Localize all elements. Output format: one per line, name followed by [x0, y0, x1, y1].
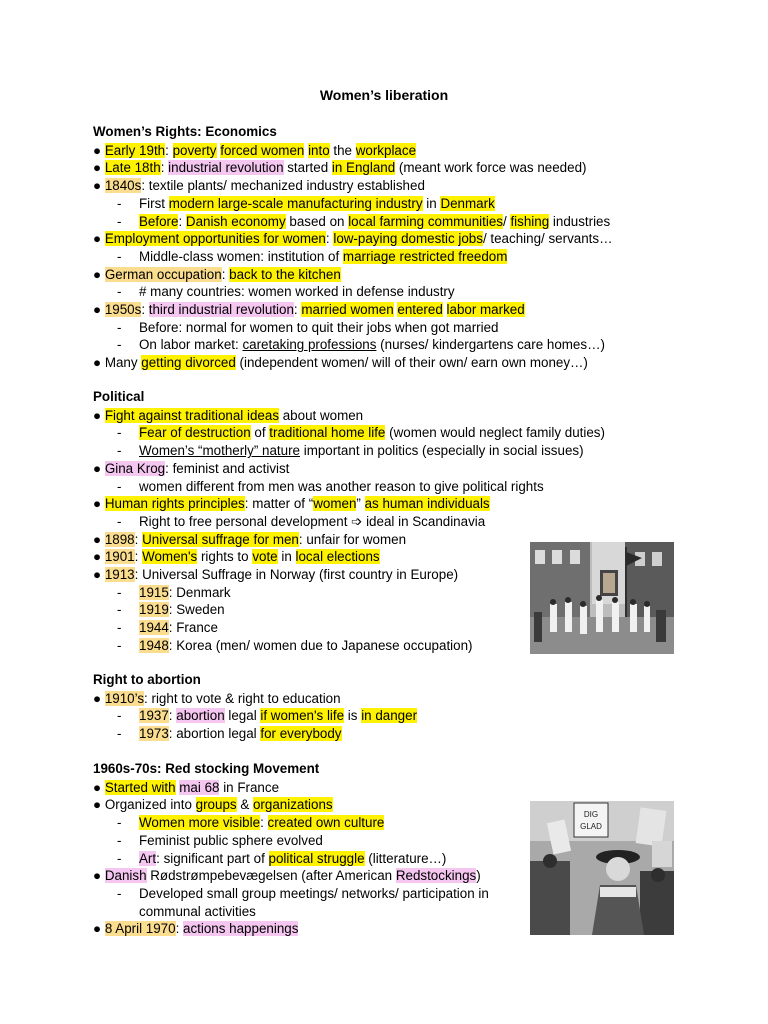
bullet-marker: ●	[93, 231, 102, 247]
highlighted-text: in England	[331, 160, 396, 176]
plain-text	[443, 302, 447, 317]
highlighted-text: groups	[195, 797, 237, 813]
highlighted-text: Fear of destruction	[139, 425, 251, 441]
highlighted-text: Denmark	[440, 195, 495, 211]
bullet-marker: ●	[93, 779, 102, 795]
plain-text: Many	[101, 355, 142, 371]
underlined-text: Women’s “motherly” nature	[139, 443, 300, 459]
sub-list-item	[117, 478, 544, 496]
plain-text: :	[141, 302, 149, 317]
highlighted-text: created own culture	[267, 815, 385, 831]
highlighted-text: low-paying domestic jobs	[333, 231, 483, 247]
bullet-marker: ●	[93, 921, 102, 937]
bullet-list-item	[93, 690, 341, 708]
dash-marker: -	[117, 213, 122, 229]
bullet-marker: ●	[93, 460, 102, 476]
plain-text: based on	[285, 213, 349, 229]
highlighted-text: married women	[301, 302, 394, 317]
dash-marker: -	[117, 478, 122, 494]
highlighted-text: 1913	[104, 567, 135, 582]
plain-text: First	[139, 195, 169, 211]
highlighted-text: entered	[397, 302, 443, 317]
bullet-list-item	[93, 548, 380, 566]
plain-text: )	[476, 868, 481, 884]
plain-text: On labor market:	[139, 337, 243, 353]
highlighted-text: abortion	[176, 708, 225, 724]
plain-text: :	[168, 708, 177, 724]
plain-text: :	[134, 549, 143, 565]
section-heading: Right to abortion	[93, 672, 201, 687]
bullet-marker: ●	[93, 160, 102, 176]
dash-marker: -	[117, 726, 122, 742]
highlighted-text: women	[313, 496, 357, 512]
bullet-marker: ●	[93, 690, 102, 706]
highlighted-text: for everybody	[260, 726, 342, 742]
highlighted-text: as human individuals	[364, 496, 490, 512]
bullet-list-item	[93, 779, 279, 797]
highlighted-text: political struggle	[268, 850, 365, 866]
bullet-list-item	[93, 407, 363, 425]
highlighted-text: Before	[139, 213, 179, 229]
sub-list-item	[117, 725, 342, 743]
dash-marker: -	[117, 832, 122, 848]
plain-text: : abortion legal	[168, 726, 261, 742]
plain-text: :	[175, 921, 184, 937]
highlighted-text: getting divorced	[141, 355, 236, 371]
bullet-marker: ●	[93, 567, 102, 582]
plain-text: Feminist public sphere evolved	[139, 832, 323, 848]
bullet-list-item	[93, 230, 612, 248]
plain-text: Developed small group meetings/ networks/ participation in	[139, 885, 489, 901]
plain-text: legal	[224, 708, 261, 724]
plain-text: in France	[219, 779, 280, 795]
bullet-list-item	[93, 266, 341, 284]
plain-text: started	[283, 160, 332, 176]
sub-list-item	[117, 619, 218, 637]
bullet-marker: ●	[93, 531, 102, 547]
bullet-list-item	[93, 354, 588, 372]
plain-text: : feminist and activist	[165, 460, 290, 476]
dash-marker: -	[117, 602, 122, 618]
highlighted-text: actions happenings	[183, 921, 299, 937]
dash-marker: -	[117, 248, 122, 264]
protest-sign-text-2: GLAD	[580, 822, 602, 831]
highlighted-text: local elections	[295, 549, 380, 565]
bullet-list-item	[93, 495, 490, 513]
sub-list-item	[117, 248, 507, 266]
bullet-list-item	[93, 301, 525, 319]
plain-text: industries	[549, 213, 611, 229]
highlighted-text: labor marked	[446, 302, 525, 317]
suffrage-march-photo	[530, 542, 674, 654]
plain-text: women different from men was another reason to give political rights	[139, 478, 544, 494]
bullet-list-item	[93, 796, 333, 814]
dash-marker: -	[117, 443, 122, 459]
sub-list-item	[117, 814, 384, 832]
plain-text: : France	[168, 620, 218, 636]
highlighted-text: vote	[252, 549, 278, 565]
bullet-marker: ●	[93, 549, 102, 565]
dash-marker: -	[117, 425, 122, 441]
highlighted-text: Art	[139, 850, 157, 866]
highlighted-text: Redstockings	[395, 868, 477, 884]
bullet-marker: ●	[93, 178, 102, 194]
highlighted-text: 1919	[139, 602, 169, 618]
bullet-list-item	[93, 460, 289, 478]
bullet-marker: ●	[93, 797, 102, 813]
dash-marker: -	[117, 815, 122, 831]
highlighted-text: poverty	[172, 142, 217, 158]
sub-list-item	[117, 707, 417, 725]
bullet-marker: ●	[93, 142, 102, 158]
dash-marker: -	[117, 885, 122, 901]
bullet-list-item	[93, 142, 416, 160]
plain-text: ”	[356, 496, 365, 512]
dash-marker: -	[117, 637, 122, 653]
plain-text: (women would neglect family duties)	[385, 425, 605, 441]
highlighted-text: Women more visible	[139, 815, 261, 831]
plain-text: : Korea (men/ women due to Japanese occupation)	[168, 637, 473, 653]
bullet-marker: ●	[93, 266, 102, 282]
plain-text: Middle-class women: institution of	[139, 248, 343, 264]
plain-text: the	[329, 142, 356, 158]
sub-list-item	[117, 885, 489, 903]
plain-text: is	[344, 708, 362, 724]
highlighted-text: if women's life	[260, 708, 345, 724]
highlighted-text: into	[308, 142, 330, 158]
highlighted-text: Late 18th	[104, 160, 161, 176]
bullet-marker: ●	[93, 355, 102, 371]
plain-text: :	[293, 302, 302, 317]
highlighted-text: traditional home life	[269, 425, 386, 441]
plain-text: (meant work force was needed)	[395, 160, 587, 176]
plain-text: : Denmark	[168, 584, 231, 600]
plain-text: :	[165, 142, 173, 158]
plain-text: : matter of “	[244, 496, 314, 512]
highlighted-text: modern large-scale manufacturing industry	[168, 195, 423, 211]
plain-text: (litterature…)	[364, 850, 447, 866]
bullet-list-item	[93, 177, 425, 195]
highlighted-text: in danger	[361, 708, 418, 724]
plain-text: (nurses/ kindergartens care homes…)	[376, 337, 605, 353]
plain-text: Organized into	[101, 797, 196, 813]
highlighted-text: 1950s	[104, 302, 142, 317]
plain-text: in	[422, 195, 441, 211]
highlighted-text: industrial revolution	[168, 160, 284, 176]
dash-marker: -	[117, 284, 122, 300]
sub-list-item	[117, 195, 495, 213]
plain-text: # many countries: women worked in defense industry	[139, 284, 455, 300]
plain-text: /	[503, 213, 511, 229]
highlighted-text: German occupation	[104, 266, 222, 282]
bullet-list-item	[93, 531, 406, 549]
page-title: Women’s liberation	[319, 87, 449, 103]
bullet-marker: ●	[93, 868, 102, 884]
bullet-list-item	[93, 867, 481, 885]
highlighted-text: 8 April 1970	[104, 921, 176, 937]
sub-list-item	[117, 832, 323, 850]
dash-marker: -	[117, 850, 122, 866]
plain-text: : textile plants/ mechanized industry established	[141, 178, 425, 194]
plain-text: about women	[279, 407, 364, 423]
sub-list-item	[117, 442, 584, 460]
bullet-marker: ●	[93, 496, 102, 512]
protest-sign-text-1: DIG	[583, 810, 599, 819]
bullet-list-item	[93, 566, 458, 584]
highlighted-text: 1944	[139, 620, 169, 636]
dash-marker: -	[117, 195, 122, 211]
plain-text: rights to	[197, 549, 253, 565]
highlighted-text: third industrial revolution	[148, 302, 294, 317]
plain-text: Before: normal for women to quit their jobs when got married	[139, 319, 499, 335]
plain-text: :	[178, 213, 186, 229]
plain-text: :	[260, 815, 268, 831]
plain-text: :	[325, 231, 334, 247]
plain-text: &	[236, 797, 253, 813]
plain-text: / teaching/ servants…	[482, 231, 613, 247]
highlighted-text: Employment opportunities for women	[104, 231, 326, 247]
plain-text: :	[160, 160, 169, 176]
highlighted-text: Universal suffrage for men	[142, 531, 299, 547]
sub-list-item	[117, 283, 455, 301]
plain-text: : Sweden	[168, 602, 225, 618]
plain-text: : right to vote & right to education	[144, 690, 341, 706]
plain-text: important in politics (especially in social issues)	[300, 443, 584, 459]
bullet-marker: ●	[93, 407, 102, 423]
highlighted-text: mai 68	[179, 779, 220, 795]
bullet-list-item	[93, 159, 586, 177]
highlighted-text: Early 19th	[104, 142, 166, 158]
section-heading: 1960s-70s: Red stocking Movement	[93, 761, 320, 776]
highlighted-text: Danish economy	[185, 213, 286, 229]
plain-text: :	[134, 531, 143, 547]
highlighted-text: Danish	[104, 868, 147, 884]
sub-list-item	[117, 513, 485, 531]
highlighted-text: Gina Krog	[104, 460, 166, 476]
plain-text: Rødstrømpebevægelsen (after American	[146, 868, 396, 884]
section-heading: Political	[93, 389, 145, 404]
underlined-text: caretaking professions	[242, 337, 377, 353]
plain-text: : significant part of	[156, 850, 269, 866]
sub-list-item	[117, 903, 256, 921]
sub-list-item	[117, 319, 499, 337]
highlighted-text: fishing	[510, 213, 550, 229]
highlighted-text: 1901	[104, 549, 135, 565]
bullet-marker: ●	[93, 302, 102, 317]
highlighted-text: Human rights principles	[104, 496, 245, 512]
section-heading: Women’s Rights: Economics	[93, 124, 277, 139]
sub-list-item	[117, 213, 610, 231]
highlighted-text: forced women	[220, 142, 305, 158]
plain-text: : unfair for women	[298, 531, 407, 547]
highlighted-text: 1915	[139, 584, 169, 600]
highlighted-text: 1948	[139, 637, 169, 653]
highlighted-text: 1937	[139, 708, 169, 724]
plain-text: Right to free personal development ➩ ideal in Scandinavia	[139, 513, 486, 529]
highlighted-text: Fight against traditional ideas	[104, 407, 280, 423]
plain-text: communal activities	[139, 903, 256, 919]
highlighted-text: marriage restricted freedom	[342, 248, 508, 264]
highlighted-text: 1973	[139, 726, 169, 742]
highlighted-text: back to the kitchen	[229, 266, 341, 282]
dash-marker: -	[117, 620, 122, 636]
highlighted-text: local farming communities	[348, 213, 503, 229]
highlighted-text: Women's	[142, 549, 198, 565]
highlighted-text: workplace	[355, 142, 417, 158]
bullet-list-item	[93, 920, 298, 938]
sub-list-item	[117, 637, 473, 655]
highlighted-text: 1840s	[104, 178, 142, 194]
plain-text: : Universal Suffrage in Norway (first country in Europe)	[134, 567, 459, 582]
sub-list-item	[117, 336, 605, 354]
dash-marker: -	[117, 337, 122, 353]
sub-list-item	[117, 584, 231, 602]
protest-photo	[530, 801, 674, 935]
dash-marker: -	[117, 513, 122, 529]
dash-marker: -	[117, 319, 122, 335]
dash-marker: -	[117, 584, 122, 600]
highlighted-text: organizations	[252, 797, 333, 813]
plain-text: of	[250, 425, 270, 441]
sub-list-item	[117, 424, 605, 442]
dash-marker: -	[117, 708, 122, 724]
sub-list-item	[117, 601, 225, 619]
plain-text: :	[221, 266, 230, 282]
plain-text: in	[277, 549, 296, 565]
highlighted-text: Started with	[104, 779, 176, 795]
plain-text: (independent women/ will of their own/ earn own money…)	[235, 355, 588, 371]
highlighted-text: 1898	[104, 531, 135, 547]
sub-list-item	[117, 850, 446, 868]
highlighted-text: 1910’s	[104, 690, 145, 706]
